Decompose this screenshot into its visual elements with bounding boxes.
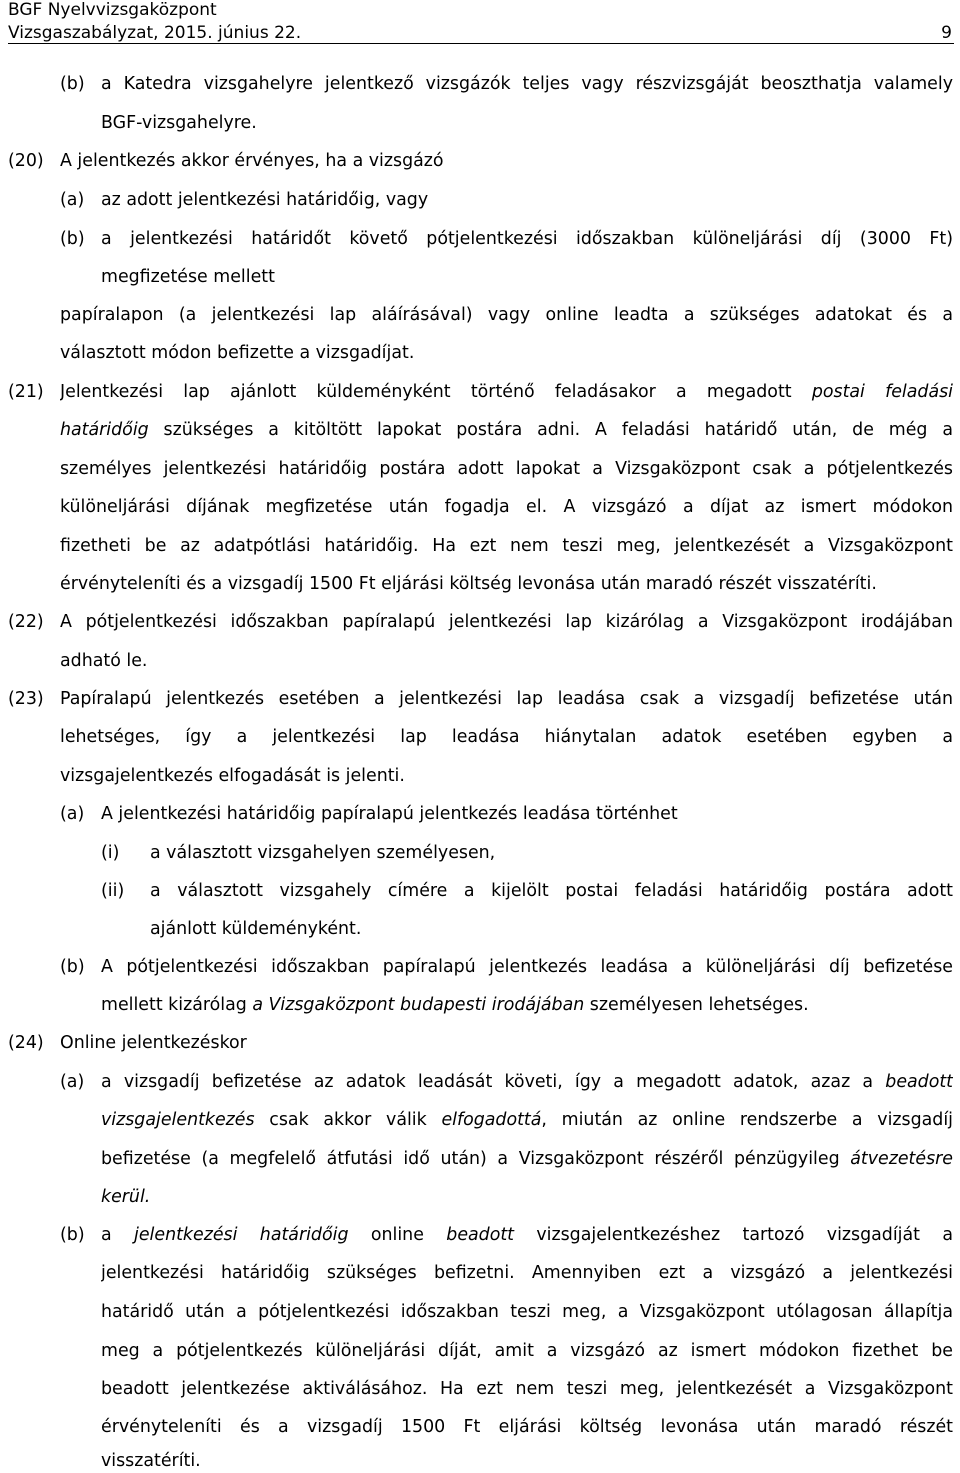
text-line: befizetése (a megfelelő átfutási idő után) a Vizsgaközpont részéről pénzügyileg átvezetésre bbox=[101, 1149, 953, 1169]
text-line: meg a pótjelentkezés különeljárási díját, amit a vizsgázó az ismert módokon fizethet be bbox=[101, 1341, 953, 1361]
paragraph-number-20: (20) bbox=[8, 151, 44, 171]
text-line: mellett kizárólag a Vizsgaközpont budapesti irodájában személyesen lehetséges. bbox=[101, 995, 809, 1015]
text-line: érvényteleníti és a vizsgadíj 1500 Ft eljárási költség levonása után maradó részét visszatéríti. bbox=[60, 574, 877, 594]
paragraph-number-22: (22) bbox=[8, 612, 44, 632]
emphasis: elfogadottá bbox=[441, 1110, 542, 1130]
header-org: BGF Nyelvvizsgaközpont bbox=[8, 0, 217, 20]
emphasis: határidőig bbox=[60, 420, 149, 440]
item-label-a: (a) bbox=[60, 1072, 85, 1092]
text-line: Online jelentkezéskor bbox=[60, 1033, 247, 1053]
paragraph-number-23: (23) bbox=[8, 689, 44, 709]
paragraph-number-21: (21) bbox=[8, 382, 44, 402]
item-label-b: (b) bbox=[60, 1225, 85, 1245]
header-rule bbox=[8, 43, 954, 44]
emphasis: postai feladási bbox=[811, 382, 953, 402]
text-line: adható le. bbox=[60, 651, 148, 671]
text-line: a Katedra vizsgahelyre jelentkező vizsgázók teljes vagy részvizsgáját beoszthatja valamely bbox=[101, 74, 953, 94]
text-line: A jelentkezés akkor érvényes, ha a vizsgázó bbox=[60, 151, 444, 171]
text-line: visszatéríti. bbox=[101, 1451, 201, 1471]
emphasis: átvezetésre bbox=[850, 1149, 953, 1169]
item-label-ii: (ii) bbox=[101, 881, 125, 901]
item-label-a: (a) bbox=[60, 804, 85, 824]
text-line: papíralapon (a jelentkezési lap aláírásával) vagy online leadta a szükséges adatokat és a bbox=[60, 305, 953, 325]
emphasis: beadott bbox=[446, 1225, 514, 1245]
text-line: vizsgajelentkezés csak akkor válik elfogadottá, miután az online rendszerbe a vizsgadíj bbox=[101, 1110, 953, 1130]
text-line: a választott vizsgahelyen személyesen, bbox=[150, 843, 496, 863]
text-line: A pótjelentkezési időszakban papíralapú jelentkezés leadása a különeljárási díj befizetése bbox=[101, 957, 953, 977]
header-document: Vizsgaszabályzat, 2015. június 22. bbox=[8, 23, 302, 43]
item-label-b: (b) bbox=[60, 957, 85, 977]
emphasis: vizsgajelentkezés bbox=[101, 1110, 255, 1130]
item-label-b: (b) bbox=[60, 229, 85, 249]
text-line: személyes jelentkezési határidőig postára adott lapokat a Vizsgaközpont csak a pótjelentkezés bbox=[60, 459, 953, 479]
text-line: Jelentkezési lap ajánlott küldeményként történő feladásakor a megadott postai feladási bbox=[60, 382, 953, 402]
text-line: határidő után a pótjelentkezési időszakban teszi meg, a Vizsgaközpont utólagosan állapítja bbox=[101, 1302, 953, 1322]
text-line: A jelentkezési határidőig papíralapú jelentkezés leadása történhet bbox=[101, 804, 678, 824]
text-line: különeljárási díjának megfizetése után fogadja el. A vizsgázó a díjat az ismert módokon bbox=[60, 497, 953, 517]
text-line: a vizsgadíj befizetése az adatok leadását követi, így a megadott adatok, azaz a beadott bbox=[101, 1072, 953, 1092]
text-line: megfizetése mellett bbox=[101, 267, 275, 287]
text-line: érvényteleníti és a vizsgadíj 1500 Ft eljárási költség levonása után maradó részét bbox=[101, 1417, 953, 1437]
item-label-i: (i) bbox=[101, 843, 120, 863]
text-line: lehetséges, így a jelentkezési lap leadása hiánytalan adatok esetében egyben a bbox=[60, 727, 953, 747]
text-line: vizsgajelentkezés elfogadását is jelenti. bbox=[60, 766, 405, 786]
text-line: fizetheti be az adatpótlási határidőig. Ha ezt nem teszi meg, jelentkezését a Vizsgaközpont bbox=[60, 536, 953, 556]
text-line: választott módon befizette a vizsgadíjat. bbox=[60, 343, 415, 363]
item-label-b: (b) bbox=[60, 74, 85, 94]
text-line: a jelentkezési határidőig online beadott vizsgajelentkezéshez tartozó vizsgadíját a bbox=[101, 1225, 953, 1245]
text-line: BGF-vizsgahelyre. bbox=[101, 113, 257, 133]
emphasis: jelentkezési határidőig bbox=[134, 1225, 349, 1245]
text-line: ajánlott küldeményként. bbox=[150, 919, 362, 939]
text-line: beadott jelentkezése aktiválásához. Ha ezt nem teszi meg, jelentkezését a Vizsgaközpont bbox=[101, 1379, 953, 1399]
paragraph-number-24: (24) bbox=[8, 1033, 44, 1053]
text-line: határidőig szükséges a kitöltött lapokat postára adni. A feladási határidő után, de még a bbox=[60, 420, 953, 440]
emphasis: kerül. bbox=[101, 1187, 151, 1207]
text-line: A pótjelentkezési időszakban papíralapú jelentkezési lap kizárólag a Vizsgaközpont irodájában bbox=[60, 612, 953, 632]
text-line: jelentkezési határidőig szükséges befizetni. Amennyiben ezt a vizsgázó a jelentkezési bbox=[101, 1263, 953, 1283]
emphasis: a Vizsgaközpont budapesti irodájában bbox=[252, 995, 585, 1015]
emphasis: beadott bbox=[885, 1072, 953, 1092]
page-number: 9 bbox=[941, 23, 952, 43]
text-line: a jelentkezési határidőt követő pótjelentkezési időszakban különeljárási díj (3000 Ft) bbox=[101, 229, 953, 249]
text-line: a választott vizsgahely címére a kijelölt postai feladási határidőig postára adott bbox=[150, 881, 953, 901]
item-label-a: (a) bbox=[60, 190, 85, 210]
text-line: Papíralapú jelentkezés esetében a jelentkezési lap leadása csak a vizsgadíj befizetése után bbox=[60, 689, 953, 709]
text-line: az adott jelentkezési határidőig, vagy bbox=[101, 190, 429, 210]
text-line bbox=[101, 1186, 150, 1208]
